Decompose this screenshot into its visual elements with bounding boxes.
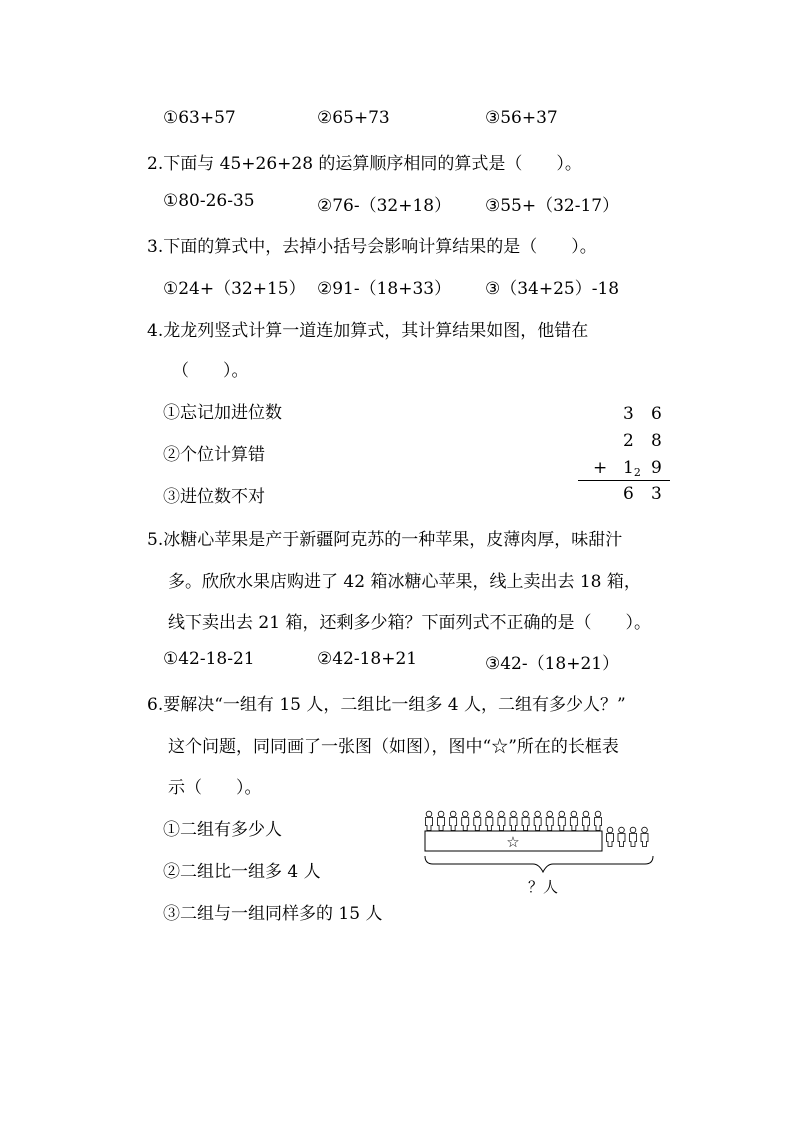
q6-line2: 这个问题，同同画了一张图（如图），图中“☆”所在的长框表 [168, 737, 619, 757]
person-icon-group1 [450, 811, 457, 830]
q5-option-1: ①42-18-21 [163, 649, 255, 669]
va-plus-sign: + [593, 458, 608, 478]
q1-option-1: ①63+57 [163, 108, 236, 128]
va-result-ones: 3 [651, 484, 662, 504]
va-row3-tens-digit: 1 [623, 458, 634, 478]
q5-option-2: ②42-18+21 [317, 649, 418, 669]
star-icon: ☆ [506, 833, 520, 851]
q5-line1: 5.冰糖心苹果是产于新疆阿克苏的一种苹果，皮薄肉厚，味甜汁 [147, 530, 623, 550]
vertical-addition [575, 400, 675, 505]
brace-label: ？人 [527, 878, 559, 896]
q4-stem-line1: 4.龙龙列竖式计算一道连加算式，其计算结果如图，他错在 [147, 321, 589, 341]
q3-option-1: ①24+（32+15） [163, 279, 306, 299]
q4-option-2: ②个位计算错 [163, 445, 265, 465]
person-icon-extra [618, 827, 625, 846]
va-row1-tens: 3 [623, 404, 634, 424]
q3-option-3: ③（34+25）-18 [485, 279, 620, 299]
person-icon-extra [630, 827, 637, 846]
q5-option-3: ③42-（18+21） [485, 654, 620, 674]
person-icon-group1 [498, 811, 505, 830]
person-icon-group1 [474, 811, 481, 830]
person-icon-group1 [522, 811, 529, 830]
q4-option-1: ①忘记加进位数 [163, 403, 282, 423]
q1-option-2: ②65+73 [317, 108, 390, 128]
q6-line3: 示（ ）。 [168, 778, 262, 798]
va-row2-ones: 8 [651, 431, 662, 451]
q6-option-3: ③二组与一组同样多的 15 人 [163, 904, 383, 924]
person-icon-group1 [558, 811, 565, 830]
person-icon-group1 [534, 811, 541, 830]
brace [425, 856, 653, 872]
va-carry-digit: 2 [633, 466, 641, 479]
person-icon-group1 [546, 811, 553, 830]
person-icon-group1 [438, 811, 445, 830]
people-diagram [415, 800, 665, 900]
person-icon-group1 [486, 811, 493, 830]
va-row3-tens [623, 458, 641, 478]
q2-option-1: ①80-26-35 [163, 191, 255, 211]
person-icon-group1 [595, 811, 602, 830]
q3-option-2: ②91-（18+33） [317, 279, 452, 299]
va-sum-line [578, 480, 670, 481]
q4-stem-line2: （ ）。 [172, 361, 249, 381]
person-icon-extra [607, 827, 614, 846]
va-row3-ones: 9 [651, 458, 662, 478]
q6-option-1: ①二组有多少人 [163, 820, 282, 840]
q5-line3: 线下卖出去 21 箱，还剩多少箱？下面列式不正确的是（ ）。 [168, 613, 651, 633]
q4-option-3: ③进位数不对 [163, 487, 265, 507]
q2-stem: 2.下面与 45+26+28 的运算顺序相同的算式是（ ）。 [147, 154, 582, 174]
va-row1-ones: 6 [651, 404, 662, 424]
va-row2-tens: 2 [623, 431, 634, 451]
person-icon-extra [641, 827, 648, 846]
person-icon-group1 [510, 811, 517, 830]
person-icon-group1 [582, 811, 589, 830]
q6-line1: 6.要解决“一组有 15 人，二组比一组多 4 人，二组有多少人？” [147, 695, 626, 715]
person-icon-group1 [426, 811, 433, 830]
q5-line2: 多。欣欣水果店购进了 42 箱冰糖心苹果，线上卖出去 18 箱， [168, 572, 641, 592]
person-icon-group1 [570, 811, 577, 830]
person-icon-group1 [462, 811, 469, 830]
q1-option-3: ③56+37 [485, 108, 558, 128]
va-result-tens: 6 [623, 484, 634, 504]
people-diagram-svg [415, 800, 665, 900]
q2-option-2: ②76-（32+18） [317, 196, 452, 216]
q6-option-2: ②二组比一组多 4 人 [163, 862, 321, 882]
q3-stem: 3.下面的算式中，去掉小括号会影响计算结果的是（ ）。 [147, 237, 597, 257]
q2-option-3: ③55+（32-17） [485, 196, 620, 216]
